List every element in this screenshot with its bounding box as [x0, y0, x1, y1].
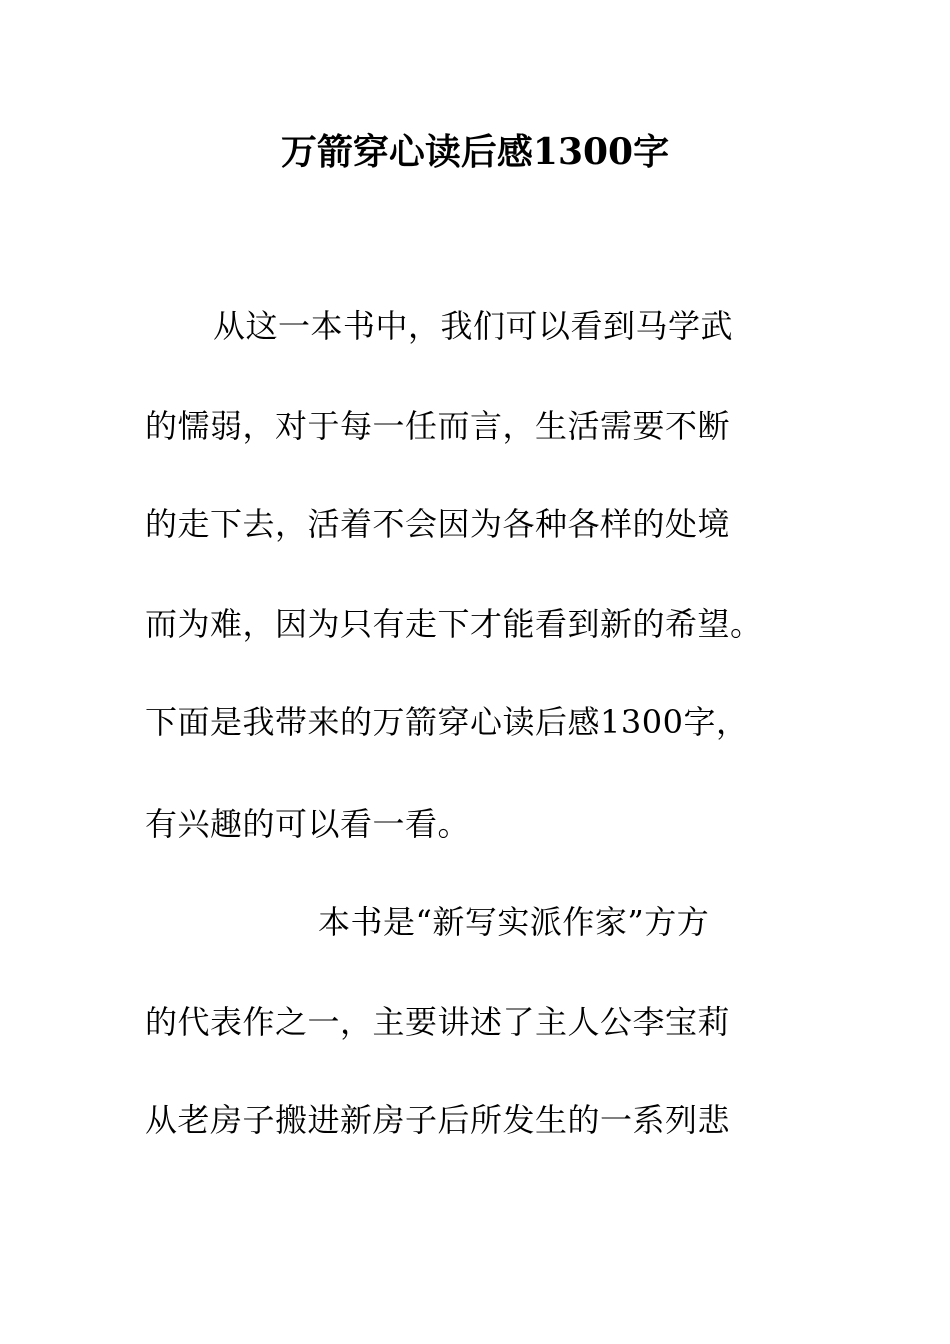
paragraph-line: 的懦弱，对于每一任而言，生活需要不断 [145, 407, 731, 445]
paragraph-line: 的走下去，活着不会因为各种各样的处境 [145, 505, 731, 543]
paragraph-line: 的代表作之一，主要讲述了主人公李宝莉 [145, 1003, 731, 1041]
paragraph-line: 有兴趣的可以看一看。 [145, 805, 471, 843]
document-title: 万箭穿心读后感1300字 [280, 131, 670, 173]
paragraph-line: 下面是我带来的万箭穿心读后感1300字， [145, 703, 749, 741]
paragraph-line: 从老房子搬进新房子后所发生的一系列悲 [145, 1101, 731, 1139]
paragraph-line: 从这一本书中，我们可以看到马学武 [213, 307, 734, 345]
paragraph-line: 而为难，因为只有走下才能看到新的希望。 [145, 605, 763, 643]
paragraph-line: 本书是“新写实派作家”方方 [318, 903, 710, 941]
